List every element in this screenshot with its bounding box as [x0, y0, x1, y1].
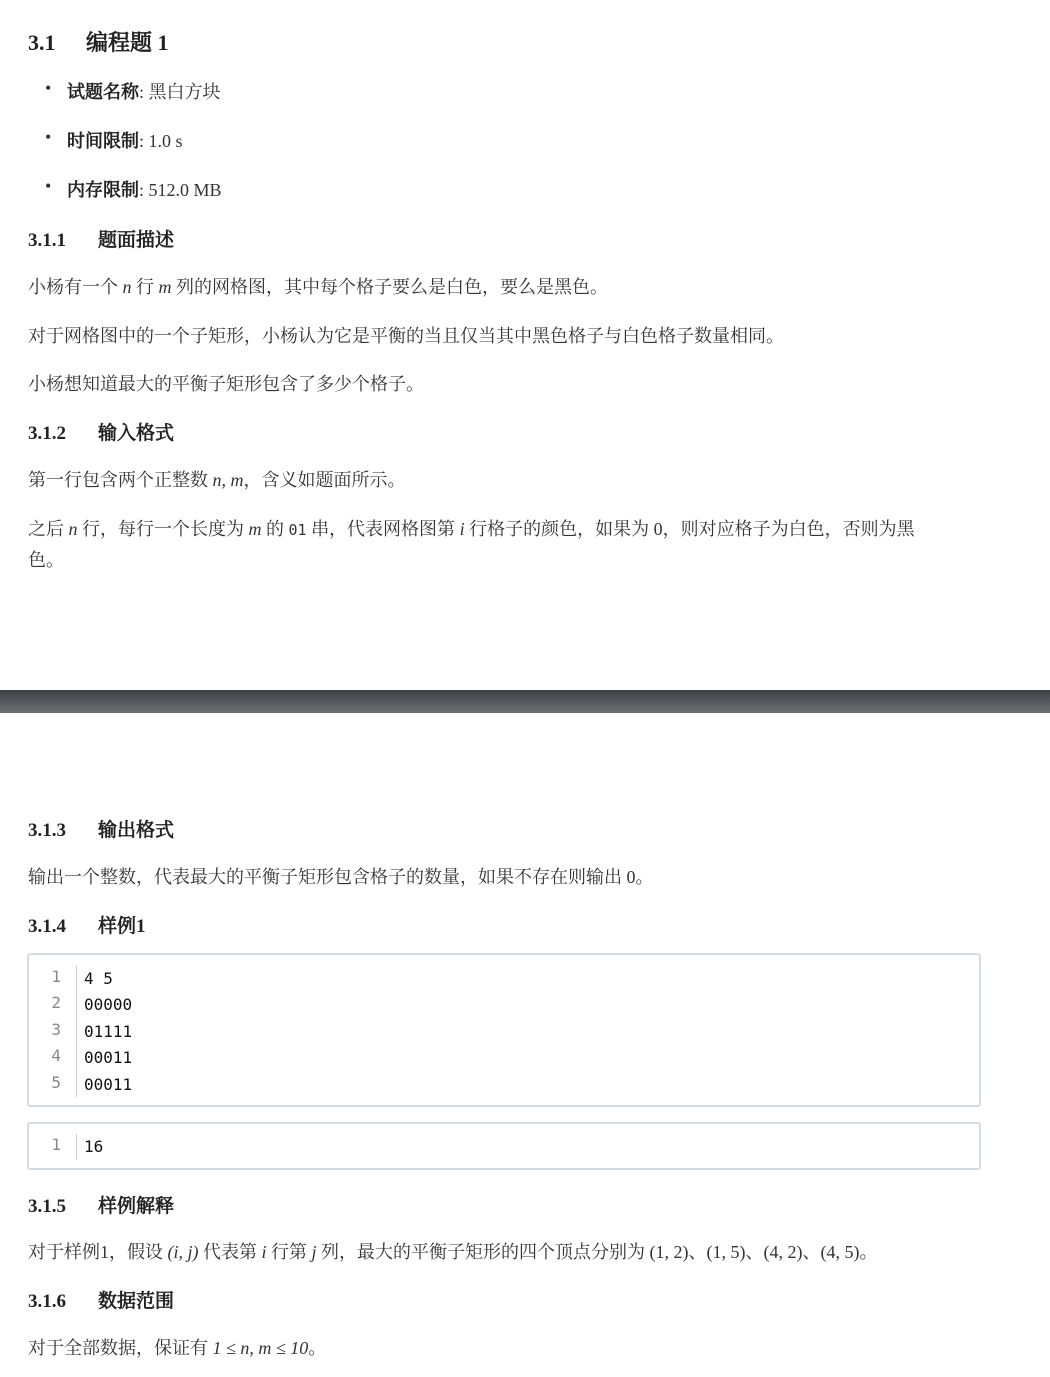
code-line: 16	[84, 1137, 104, 1156]
text: ，含义如题面所示。	[243, 470, 406, 490]
math-n: n	[122, 277, 132, 297]
line-number: 2	[51, 993, 61, 1012]
math-j: j	[311, 1242, 317, 1262]
text: 小杨有一个	[28, 277, 123, 297]
page-divider	[0, 690, 1050, 713]
input-paragraph-1	[28, 466, 406, 492]
math-0: 0	[653, 519, 663, 539]
code-line: 4 5	[84, 969, 113, 988]
meta-item-memory	[67, 176, 222, 202]
subsection-title: 输出格式	[98, 820, 175, 841]
inline-code: 01	[288, 521, 307, 539]
subsection-number: 3.1.6	[28, 1291, 66, 1312]
line-number: 4	[51, 1046, 61, 1065]
text: 行格子的颜色，如果为	[464, 519, 654, 539]
explanation-paragraph	[28, 1238, 878, 1264]
math-ij: (i, j)	[167, 1242, 199, 1262]
output-paragraph: 输出一个整数，代表最大的平衡子矩形包含格子的数量，如果不存在则输出 0。	[28, 867, 654, 887]
line-number-gutter	[76, 1134, 77, 1160]
subsection-number: 3.1.2	[28, 423, 66, 444]
section-number: 3.1	[28, 30, 56, 55]
subsection-number: 3.1.3	[28, 820, 66, 841]
text: 行第	[266, 1242, 312, 1262]
math-coord: (4, 5)	[820, 1242, 860, 1262]
subsection-heading-range	[28, 1286, 174, 1313]
text: 第一行包含两个正整数	[28, 470, 213, 490]
code-line: 01111	[84, 1022, 133, 1041]
text: 行，每行一个长度为	[77, 519, 249, 539]
line-number: 3	[51, 1020, 61, 1039]
meta-label: 内存限制	[67, 180, 139, 200]
line-number-gutter	[76, 965, 77, 1097]
subsection-heading-input	[28, 418, 174, 445]
meta-sep: :	[139, 131, 145, 151]
text: 的	[261, 519, 289, 539]
math-i: i	[459, 519, 465, 539]
math-n-m: n, m	[212, 470, 244, 490]
subsection-title: 样例1	[98, 916, 146, 937]
subsection-heading-explanation	[28, 1191, 174, 1218]
code-line: 00011	[84, 1048, 133, 1067]
text: 、	[802, 1242, 821, 1262]
math-range: 1 ≤ n, m ≤ 10	[212, 1338, 309, 1358]
section-heading	[28, 26, 169, 57]
text: 、	[745, 1242, 764, 1262]
subsection-heading-description	[28, 225, 174, 252]
text: 之后	[28, 519, 69, 539]
subsection-title: 数据范围	[98, 1291, 175, 1312]
meta-value: 512.0 MB	[148, 180, 222, 200]
subsection-title: 样例解释	[98, 1196, 175, 1217]
subsection-title: 题面描述	[98, 230, 175, 251]
sample-input-code-block[interactable]	[27, 953, 981, 1107]
subsection-heading-output	[28, 815, 174, 842]
math-coord: (4, 2)	[763, 1242, 803, 1262]
text: 对于样例1，假设	[28, 1242, 168, 1262]
text: 串，代表网格图第	[306, 519, 460, 539]
meta-value: 1.0 s	[148, 131, 183, 151]
math-coord: (1, 5)	[706, 1242, 746, 1262]
meta-item-time	[67, 127, 183, 153]
code-line: 00000	[84, 995, 133, 1014]
math-n: n	[68, 519, 78, 539]
text: 对于全部数据，保证有	[28, 1338, 213, 1358]
meta-sep: :	[139, 180, 145, 200]
line-number: 5	[51, 1073, 61, 1092]
subsection-number: 3.1.5	[28, 1196, 66, 1217]
description-paragraph-1	[28, 273, 608, 299]
line-number: 1	[51, 967, 61, 986]
text: 、	[688, 1242, 707, 1262]
meta-label: 时间限制	[67, 131, 139, 151]
meta-label: 试题名称	[67, 82, 139, 102]
code-line: 00011	[84, 1075, 133, 1094]
text: 行	[131, 277, 159, 297]
page-bottom	[0, 713, 1050, 1377]
meta-value: 黑白方块	[148, 82, 221, 102]
input-paragraph-2	[28, 515, 915, 541]
math-coord: (1, 2)	[649, 1242, 689, 1262]
text: 代表第	[198, 1242, 262, 1262]
description-paragraph-2: 对于网格图中的一个子矩形，小杨认为它是平衡的当且仅当其中黑色格子与白色格子数量相同。	[28, 326, 784, 346]
text: 列的网格图，其中每个格子要么是白色，要么是黑色。	[171, 277, 608, 297]
input-paragraph-2-continued: 色。	[28, 550, 64, 570]
subsection-heading-sample	[28, 911, 146, 938]
text: 。	[308, 1338, 327, 1358]
math-i: i	[261, 1242, 267, 1262]
description-paragraph-3: 小杨想知道最大的平衡子矩形包含了多少个格子。	[28, 374, 424, 394]
section-title: 编程题 1	[86, 30, 169, 55]
math-m: m	[158, 277, 172, 297]
sample-output-code-block[interactable]	[27, 1122, 981, 1170]
meta-sep: :	[139, 82, 145, 102]
subsection-number: 3.1.1	[28, 230, 66, 251]
subsection-title: 输入格式	[98, 423, 175, 444]
line-number: 1	[51, 1135, 61, 1154]
text: ，则对应格子为白色，否则为黑	[662, 519, 915, 539]
math-m: m	[248, 519, 262, 539]
subsection-number: 3.1.4	[28, 916, 66, 937]
text: 列，最大的平衡子矩形的四个顶点分别为	[316, 1242, 650, 1262]
range-paragraph	[28, 1334, 326, 1360]
text: 。	[859, 1242, 878, 1262]
meta-item-name	[67, 78, 221, 104]
